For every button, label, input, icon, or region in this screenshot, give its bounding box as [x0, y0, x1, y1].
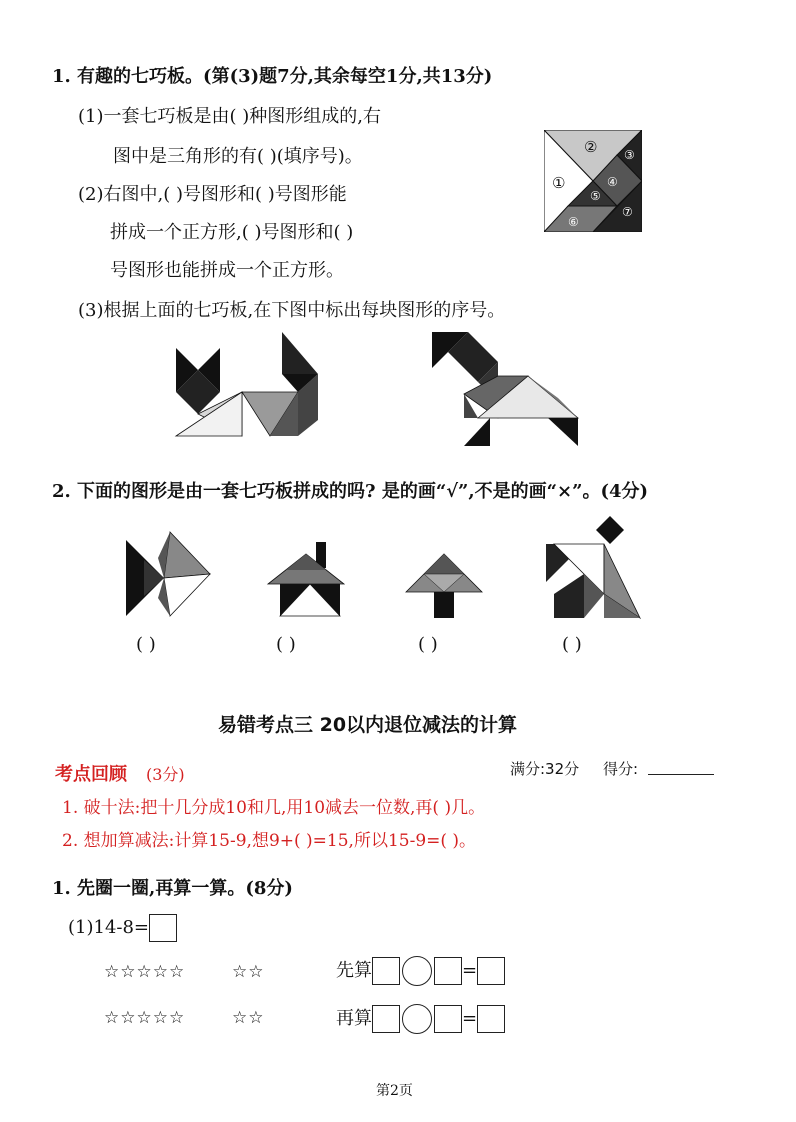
q1-part1-line1: (1)一套七巧板是由( )种图形组成的,右 — [78, 106, 381, 127]
stars-row-2-group-b: ☆☆ — [232, 1008, 265, 1028]
tangram-label-2: ② — [584, 138, 598, 156]
q2-answer-3[interactable]: ( ) — [418, 634, 438, 655]
first-calc-result-box[interactable] — [477, 957, 505, 985]
review-item-2: 2. 想加算减法:计算15-9,想9+( )=15,所以15-9=( )。 — [62, 831, 477, 851]
q1-part2-line1: (2)右图中,( )号图形和( )号图形能 — [78, 184, 347, 205]
first-calc-operator-circle[interactable] — [402, 956, 432, 986]
q1-part2-line2: 拼成一个正方形,( )号图形和( ) — [110, 222, 354, 243]
first-calc-label: 先算 — [336, 960, 372, 981]
q1-part1-line2: 图中是三角形的有( )(填序号)。 — [113, 146, 363, 167]
first-calc-box-2[interactable] — [434, 957, 462, 985]
first-calc-equals: = — [462, 960, 478, 981]
score-label: 得分: — [603, 760, 639, 778]
tangram-label-3: ③ — [624, 148, 635, 162]
calc-sub-expression: (1)14-8= — [68, 917, 150, 938]
question-2-title: 2. 下面的图形是由一套七巧板拼成的吗? 是的画“√”,不是的画“×”。(4分) — [52, 481, 649, 502]
first-calc-box-1[interactable] — [372, 957, 400, 985]
tangram-horse-figure — [428, 332, 586, 452]
review-score: (3分) — [146, 765, 185, 784]
tangram-label-6: ⑥ — [568, 215, 579, 229]
question-1-title: 1. 有趣的七巧板。(第(3)题7分,其余每空1分,共13分) — [52, 66, 493, 87]
stars-row-2-group-a: ☆☆☆☆☆ — [104, 1008, 186, 1028]
first-calc-row — [336, 956, 505, 986]
then-calc-row — [336, 1004, 505, 1034]
q2-figure-runner — [544, 514, 644, 624]
q2-answer-1[interactable]: ( ) — [136, 634, 156, 655]
then-calc-box-1[interactable] — [372, 1005, 400, 1033]
score-blank[interactable] — [648, 758, 714, 775]
calc-question-title: 1. 先圈一圈,再算一算。(8分) — [52, 878, 293, 899]
q2-answer-2[interactable]: ( ) — [276, 634, 296, 655]
then-calc-label: 再算 — [336, 1008, 372, 1029]
calc-sub-question — [68, 914, 177, 942]
q2-figure-arrow — [404, 548, 486, 620]
q1-part3: (3)根据上面的七巧板,在下图中标出每块图形的序号。 — [78, 300, 506, 321]
q2-answer-4[interactable]: ( ) — [562, 634, 582, 655]
tangram-label-5: ⑤ — [590, 189, 601, 203]
then-calc-equals: = — [462, 1008, 478, 1029]
q2-figure-bowtie — [124, 530, 214, 618]
tangram-label-7: ⑦ — [622, 205, 633, 219]
tangram-label-4: ④ — [607, 175, 618, 189]
section-heading: 易错考点三 20以内退位减法的计算 — [218, 714, 518, 736]
page-number: 第2页 — [376, 1083, 413, 1099]
tangram-fox-figure — [172, 330, 324, 442]
then-calc-box-2[interactable] — [434, 1005, 462, 1033]
q1-part2-line3: 号图形也能拼成一个正方形。 — [110, 260, 344, 281]
stars-row-1-group-b: ☆☆ — [232, 962, 265, 982]
tangram-label-1: ① — [552, 174, 566, 192]
review-item-1: 1. 破十法:把十几分成10和几,用10减去一位数,再( )几。 — [62, 798, 486, 818]
then-calc-operator-circle[interactable] — [402, 1004, 432, 1034]
tangram-square — [544, 130, 642, 232]
review-title: 考点回顾 — [55, 764, 127, 785]
answer-box[interactable] — [149, 914, 177, 942]
full-score: 满分:32分 — [510, 760, 580, 778]
q2-figure-house — [266, 540, 356, 620]
then-calc-result-box[interactable] — [477, 1005, 505, 1033]
stars-row-1-group-a: ☆☆☆☆☆ — [104, 962, 186, 982]
